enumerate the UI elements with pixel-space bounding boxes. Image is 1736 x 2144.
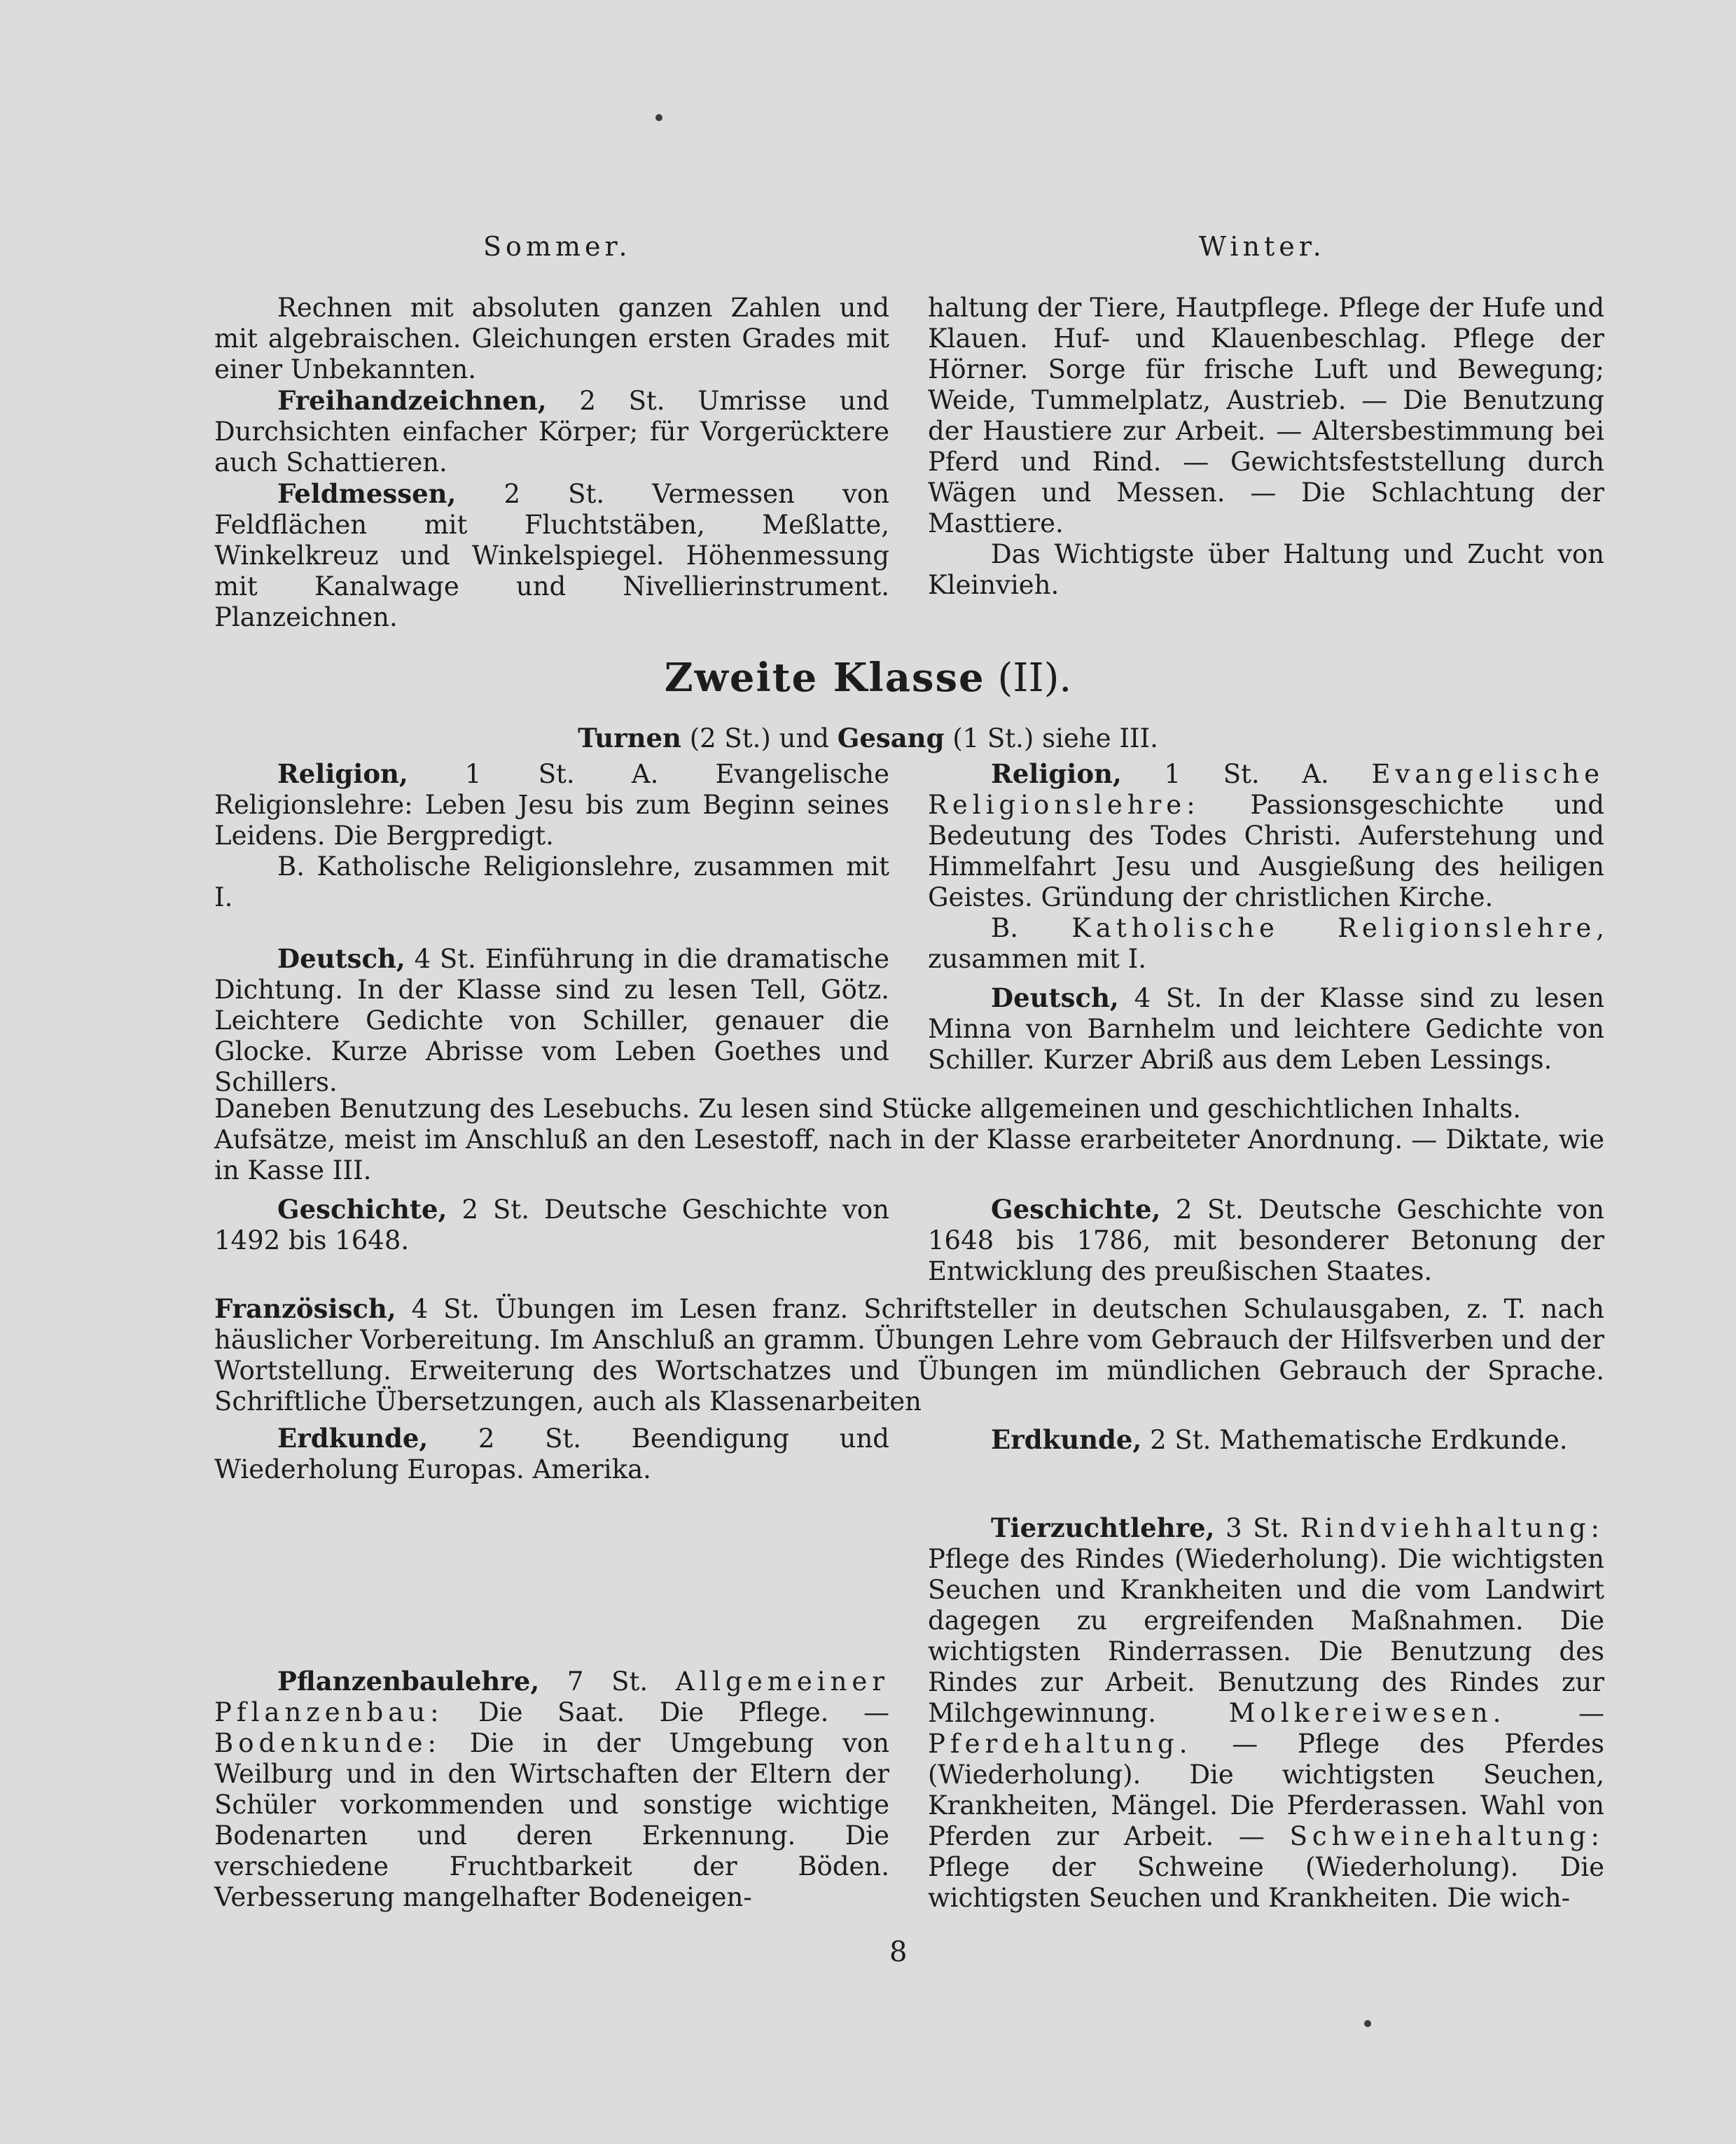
header-sommer: Sommer. xyxy=(483,231,632,262)
tierzucht-text-1: Pflege des Rindes (Wiederholung). Die wichtigsten Seuchen und Krankheiten und die vom Landwirt dagegen zu ergreifenden Maßnahmen. Die wichtigsten Rinderrassen. Die Benutzung des Rindes zur Arbeit. Benutzung des Rindes zur Milchgewinnung. xyxy=(928,1544,1604,1728)
geschichte-right-text: 2 St. Deutsche Geschichte von 1648 bis 1786, mit besonderer Betonung der Entwicklung des preußischen Staates. xyxy=(928,1195,1604,1286)
erdkunde-right-label: Erdkunde, xyxy=(991,1424,1142,1455)
deutsch-right-label: Deutsch, xyxy=(991,982,1119,1013)
deutsch-left-paragraph xyxy=(214,943,889,1098)
deutsch-right xyxy=(928,982,1604,1076)
pflanzenbau-left xyxy=(214,1666,889,1913)
header-winter: Winter. xyxy=(1199,231,1326,262)
erdkunde-left-text: 2 St. Beendigung und Wiederholung Europas. Amerika. xyxy=(214,1423,889,1484)
religion-left-label: Religion, xyxy=(277,758,408,789)
freihand-label: Freihandzeichnen, xyxy=(277,385,547,416)
feldmessen-text: 2 St. Vermessen von Feldflächen mit Fluchtstäben, Meßlatte, Winkelkreuz und Winkelspiegel. Höhenmessung mit Kanalwage und Nivellierinstrument. Planzeichnen. xyxy=(214,479,889,632)
pflanzenbau-text-1: Die Saat. Die Pflege. — xyxy=(443,1697,889,1727)
tierzucht-right xyxy=(928,1512,1604,1914)
deutsch-left xyxy=(214,943,889,1098)
schweinehaltung-heading: Schweinehaltung: xyxy=(1289,1821,1604,1851)
gesang-text: (1 St.) siehe III. xyxy=(944,723,1158,753)
tierzucht-text-4: Pflege der Schweine (Wiederholung). Die wichtigsten Seuchen und Krankheiten. Die wich- xyxy=(928,1852,1604,1913)
allgemeiner-pflanzenbau-heading: Allgemeiner Pflanzenbau: xyxy=(214,1666,889,1727)
tierzucht-paragraph xyxy=(928,1512,1604,1914)
turnen-gesang-line xyxy=(0,723,1736,753)
franzoesisch-label: Französisch, xyxy=(214,1293,396,1324)
erdkunde-right xyxy=(928,1424,1604,1456)
section-title xyxy=(0,655,1736,701)
feldmessen-label: Feldmessen, xyxy=(277,478,457,509)
erdkunde-left-paragraph xyxy=(214,1423,889,1485)
religion-left xyxy=(214,758,889,913)
freihand-text: 2 St. Umrisse und Durchsichten einfacher Körper; für Vorgerücktere auch Schattieren. xyxy=(214,386,889,478)
pflanzenbau-label: Pflanzenbaulehre, xyxy=(277,1666,540,1697)
pflanzenbau-text-2: Die in der Umgebung von Weilburg und in den Wirtschaften der Eltern der Schüler vorkommenden und sonstige wichtige Bodenarten und deren Erkennung. Die verschiedene Fruchtbarkeit der Böden. Verbesserung mangelhafter Bodeneigen- xyxy=(214,1728,889,1912)
section-title-main: Zweite Klasse xyxy=(664,655,985,701)
geschichte-right-label: Geschichte, xyxy=(991,1194,1161,1225)
religion-left-text: 1 St. A. Evangelische Religionslehre: Leben Jesu bis zum Beginn seines Leidens. Die Bergpredigt. xyxy=(214,759,889,851)
top-left-column xyxy=(214,293,889,633)
tierzucht-pre: 3 St. xyxy=(1214,1513,1300,1543)
gesang-label: Gesang xyxy=(837,723,945,753)
religion-right-paragraph xyxy=(928,758,1604,913)
erdkunde-left-label: Erdkunde, xyxy=(277,1423,429,1454)
molkereiwesen-heading: Molkereiwesen. xyxy=(1228,1698,1506,1728)
religion-right-pre: 1 St. A. xyxy=(1121,759,1372,789)
rechnen-paragraph: Rechnen mit absoluten ganzen Zahlen und mit algebraischen. Gleichungen ersten Grades mit einer Unbekannten. xyxy=(214,293,889,384)
deutsch-left-label: Deutsch, xyxy=(277,943,405,974)
geschichte-right-paragraph xyxy=(928,1194,1604,1287)
religion-right-b xyxy=(928,913,1604,975)
geschichte-left-label: Geschichte, xyxy=(277,1194,447,1225)
deutsch-lesebuch: Daneben Benutzung des Lesebuchs. Zu lesen sind Stücke allgemeinen und geschichtlichen Inhalts. xyxy=(214,1094,1521,1124)
geschichte-left xyxy=(214,1194,889,1256)
deutsch-aufsaetze: Aufsätze, meist im Anschluß an den Lesestoff, nach in der Klasse erarbeiteter Anordnung. — Diktate, wie in Kasse III. xyxy=(214,1125,1604,1185)
erdkunde-right-text: 2 St. Mathematische Erdkunde. xyxy=(1141,1425,1568,1455)
tierzucht-text-2: — xyxy=(1506,1698,1605,1728)
religion-right-label: Religion, xyxy=(991,758,1122,789)
print-speck xyxy=(1364,2020,1371,2027)
religion-right xyxy=(928,758,1604,975)
religion-right-text: Passionsgeschichte und Bedeutung des Todes Christi. Auferstehung und Himmelfahrt Jesu und Ausgießung des heiligen Geistes. Gründung der christlichen Kirche. xyxy=(928,790,1604,912)
erdkunde-right-paragraph xyxy=(928,1424,1604,1456)
pflanzenbau-pre: 7 St. xyxy=(539,1666,676,1697)
franzoesisch-full xyxy=(214,1293,1604,1417)
tierhaltung-paragraph: haltung der Tiere, Hautpflege. Pflege der Hufe und Klauen. Huf- und Klauenbeschlag. Pflege der Hörner. Sorge für frische Luft und Bewegung; Weide, Tummelplatz, Austrieb. — Die Benutzung der Haustiere zur Arbeit. — Altersbestimmung bei Pferd und Rind. — Gewichtsfeststellung durch Wägen und Messen. — Die Schlachtung der Masttiere. xyxy=(928,293,1604,538)
section-title-suffix: (II). xyxy=(985,655,1072,701)
top-right-column xyxy=(928,293,1604,601)
deutsch-left-text: 4 St. Einführung in die dramatische Dichtung. In der Klasse sind zu lesen Tell, Götz. Leichtere Gedichte von Schiller, genauer die Glocke. Kurze Abrisse vom Leben Goethes und Schillers. xyxy=(214,944,889,1097)
tierzucht-label: Tierzuchtlehre, xyxy=(991,1512,1215,1543)
turnen-text: (2 St.) und xyxy=(681,723,838,753)
erdkunde-left xyxy=(214,1423,889,1485)
religion-right-b-spaced: Katholische Religionslehre xyxy=(1071,913,1597,943)
deutsch-full xyxy=(214,1094,1604,1186)
page-number: 8 xyxy=(889,1936,908,1968)
religion-right-b-pre: B. xyxy=(991,913,1072,943)
turnen-label: Turnen xyxy=(578,723,681,753)
deutsch-right-paragraph xyxy=(928,982,1604,1076)
religion-right-b-post: , zusammen mit I. xyxy=(928,913,1605,974)
feldmessen-paragraph xyxy=(214,478,889,633)
pferdehaltung-heading: Pferdehaltung. xyxy=(928,1729,1193,1759)
deutsch-right-text: 4 St. In der Klasse sind zu lesen Minna von Barnhelm und leichtere Gedichte von Schiller. Kurzer Abriß aus dem Leben Lessings. xyxy=(928,983,1604,1075)
pflanzenbau-paragraph xyxy=(214,1666,889,1913)
franzoesisch-text: 4 St. Übungen im Lesen franz. Schriftsteller in deutschen Schulausgaben, z. T. nach häuslicher Vorbereitung. Im Anschluß an gramm. Übungen Lehre vom Gebrauch der Hilfsverben und der Wortstellung. Erweiterung des Wortschatzes und Übungen im mündlichen Gebrauch der Sprache. Schriftliche Übersetzungen, auch als Klassenarbeiten xyxy=(214,1294,1604,1416)
geschichte-left-text: 2 St. Deutsche Geschichte von 1492 bis 1648. xyxy=(214,1195,889,1255)
religion-left-b: B. Katholische Religionslehre, zusammen mit I. xyxy=(214,851,889,912)
franzoesisch-paragraph xyxy=(214,1293,1604,1417)
print-speck xyxy=(655,114,662,121)
freihand-paragraph xyxy=(214,385,889,478)
religion-right-spaced: Evangelische Religionslehre: xyxy=(928,759,1604,820)
rindviehhaltung-heading: Rindviehhaltung: xyxy=(1300,1513,1604,1543)
geschichte-right xyxy=(928,1194,1604,1287)
geschichte-left-paragraph xyxy=(214,1194,889,1256)
kleinvieh-paragraph: Das Wichtigste über Haltung und Zucht von Kleinvieh. xyxy=(928,539,1604,600)
religion-left-paragraph xyxy=(214,758,889,851)
bodenkunde-heading: Bodenkunde: xyxy=(214,1728,442,1758)
tierzucht-text-3: — Pflege des Pferdes (Wiederholung). Die wichtigsten Seuchen, Krankheiten, Mängel. Die Pferderassen. Wahl von Pferden zur Arbeit. — xyxy=(928,1729,1604,1851)
